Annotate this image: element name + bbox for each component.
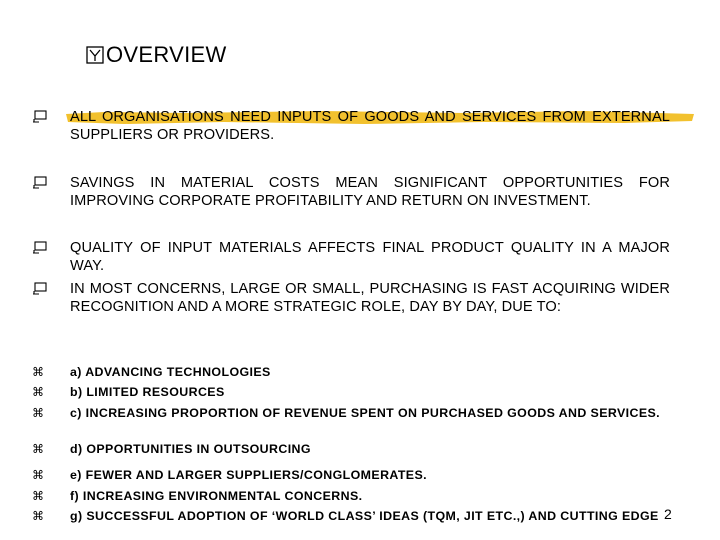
- sub-item-text: f) INCREASING ENVIRONMENTAL CONCERNS.: [70, 489, 363, 503]
- monitor-icon: [32, 110, 48, 124]
- command-icon: ⌘: [32, 509, 44, 523]
- sub-item-text: b) LIMITED RESOURCES: [70, 385, 225, 399]
- bullet-text: QUALITY OF INPUT MATERIALS AFFECTS FINAL PRODUCT QUALITY IN A MAJOR WAY.: [70, 240, 670, 274]
- command-icon: ⌘: [32, 365, 44, 379]
- command-icon: ⌘: [32, 406, 44, 420]
- sub-item-text: d) OPPORTUNITIES IN OUTSOURCING: [70, 442, 311, 456]
- command-icon: ⌘: [32, 489, 44, 503]
- sub-item-text: g) SUCCESSFUL ADOPTION OF ‘WORLD CLASS’ IDEAS (TQM, JIT ETC.,) AND CUTTING EDGE: [70, 509, 659, 523]
- sub-item-text: e) FEWER AND LARGER SUPPLIERS/CONGLOMERATES.: [70, 468, 427, 482]
- bullet-text: SAVINGS IN MATERIAL COSTS MEAN SIGNIFICANT OPPORTUNITIES FOR IMPROVING CORPORATE PROFITABILITY AND RETURN ON INVESTMENT.: [70, 175, 670, 209]
- command-icon: ⌘: [32, 442, 44, 456]
- bullet-text: IN MOST CONCERNS, LARGE OR SMALL, PURCHASING IS FAST ACQUIRING WIDER RECOGNITION AND A MORE STRATEGIC ROLE, DAY BY DAY, DUE TO:: [70, 281, 670, 315]
- bullet-text: ALL ORGANISATIONS NEED INPUTS OF GOODS AND SERVICES FROM EXTERNAL SUPPLIERS OR PROVIDERS.: [70, 109, 670, 143]
- sub-item-text: c) INCREASING PROPORTION OF REVENUE SPENT ON PURCHASED GOODS AND SERVICES.: [70, 406, 661, 420]
- title-text: OVERVIEW: [106, 42, 227, 67]
- monitor-icon: [32, 176, 48, 190]
- sub-item-text: a) ADVANCING TECHNOLOGIES: [70, 365, 271, 379]
- command-icon: ⌘: [32, 385, 44, 399]
- command-icon: ⌘: [32, 468, 44, 482]
- monitor-icon: [32, 282, 48, 296]
- monitor-icon: [32, 241, 48, 255]
- page-number: 2: [664, 506, 672, 522]
- slide-title: [86, 42, 227, 68]
- checkbox-y-icon: [86, 46, 104, 64]
